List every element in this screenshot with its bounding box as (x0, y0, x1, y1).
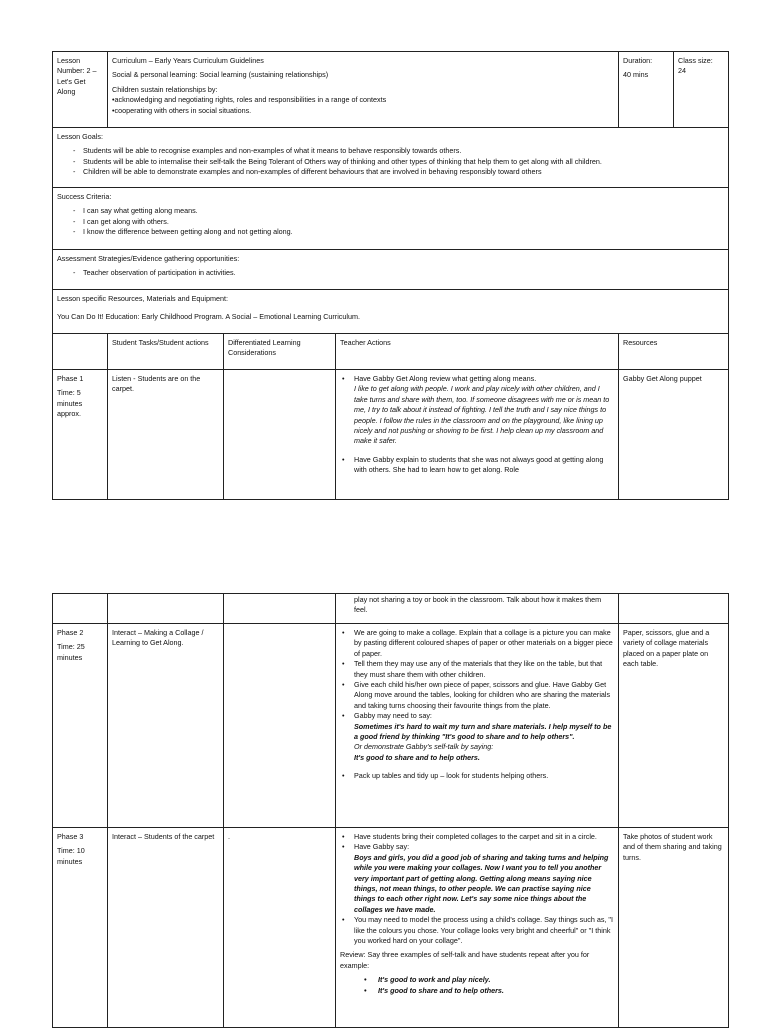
class-size-cell (674, 52, 729, 128)
success-item: - I can get along with others. (57, 217, 724, 227)
phase1-differentiated-cell (224, 370, 336, 500)
phase1-time: Time: 5 minutes approx. (57, 388, 83, 419)
success-row (53, 188, 729, 250)
lesson-plan-table-page-1 (52, 51, 729, 500)
phase3-time: Time: 10 minutes (57, 846, 85, 866)
phase1-student: Listen - Students are on the carpet. (112, 374, 201, 394)
header-row (53, 52, 729, 128)
phase1-resources: Gabby Get Along puppet (623, 374, 702, 383)
assessment-row (53, 250, 729, 290)
resources-section-cell (53, 290, 729, 334)
phase3-teacher-bullet: • Have Gabby say: Boys and girls, you did a good job of sharing and taking turns and helping while you were making your collages. Now I want you to tell you another very important part of getting along. Getting along means saying nice things, not mean things, to other people. We can practise saying nice things to each other right now. Let's say some nice things about the collages we have made. (340, 842, 614, 915)
column-header-teacher: Teacher Actions (336, 334, 619, 370)
lesson-number-cell (53, 52, 108, 128)
phase3-name: Phase 3 (57, 832, 84, 841)
phase2-differentiated-cell (224, 624, 336, 828)
curriculum-title: Curriculum – Early Years Curriculum Guidelines (112, 56, 264, 65)
lesson-plan-table-page-2 (52, 593, 729, 1028)
phase3-review-item: • It's good to work and play nicely. (340, 975, 614, 985)
goals-row (53, 128, 729, 188)
success-item: - I know the difference between getting along and not getting along. (57, 227, 724, 237)
phase3-teacher-bullet: • Have students bring their completed collages to the carpet and sit in a circle. (340, 832, 614, 842)
assessment-cell (53, 250, 729, 290)
phase2-label-cell (53, 624, 108, 828)
phase2-student-cell (108, 624, 224, 828)
goals-cell (53, 128, 729, 188)
outcome-intro: Children sustain relationships by: (112, 84, 218, 94)
phase2-time: Time: 25 minutes (57, 642, 85, 662)
phase3-review: Review: Say three examples of self-talk and have students repeat after you for example: (340, 950, 590, 970)
phase1-teacher-bullet: • Have Gabby Get Along review what getting along means. I like to get along with people. I work and play nicely with other children, and I take turns and share with them, too. If someone disagrees with me or is mean to me, I try to talk about it instead of fighting. I tell the truth and I say nice things to people. I follow the rules in the classroom and on the playground, like lining up nicely and not pushing or shoving to be first. I help clean up my classroom and make it safer. (340, 374, 614, 447)
phase2-row (53, 624, 729, 828)
phase3-differentiated-cell: . (224, 828, 336, 1028)
phase3-review-item: • It's good to share and to help others. (340, 986, 614, 996)
assessment-heading: Assessment Strategies/Evidence gathering opportunities: (57, 254, 240, 263)
column-header-differentiated: Differentiated Learning Considerations (224, 334, 336, 370)
duration-cell (619, 52, 674, 128)
phase3-student-cell (108, 828, 224, 1028)
phase3-resources: Take photos of student work and of them sharing and taking turns. (623, 832, 722, 862)
phase2-teacher-cell (336, 624, 619, 828)
duration-value: 40 mins (623, 70, 649, 80)
phase2-student: Interact – Making a Collage / Learning to Get Along. (112, 628, 204, 648)
phase3-student: Interact – Students of the carpet (112, 832, 215, 841)
goals-heading: Lesson Goals: (57, 132, 103, 141)
curriculum-area: Social & personal learning: Social learning (sustaining relationships) (112, 70, 329, 80)
resources-section-heading: Lesson specific Resources, Materials and Equipment: (57, 294, 228, 303)
success-cell (53, 188, 729, 250)
phase2-resources-cell (619, 624, 729, 828)
phase3-resources-cell (619, 828, 729, 1028)
duration-label: Duration: (623, 56, 653, 65)
resources-section-row (53, 290, 729, 334)
phase1-teacher-cell (336, 370, 619, 500)
success-heading: Success Criteria: (57, 192, 112, 201)
phase1-resources-cell (619, 370, 729, 500)
success-item: - I can say what getting along means. (57, 206, 724, 216)
phase3-teacher-cell (336, 828, 619, 1028)
phase2-teacher-bullet: • Give each child his/her own piece of paper, scissors and glue. Have Gabby Get Along move around the tables, looking for children who are sharing the materials and taking turns choosing their favourite things from the plate. (340, 680, 614, 711)
phase1-student-cell (108, 370, 224, 500)
goal-item: - Children will be able to demonstrate examples and non-examples of different behaviours that are involved in behaving responsibly toward others (57, 167, 724, 177)
continuation-text: play not sharing a toy or book in the classroom. Talk about how it makes them feel. (354, 595, 602, 615)
phase1-row (53, 370, 729, 500)
phase1-teacher-bullet: • Have Gabby explain to students that she was not always good at getting along with others. She had to learn how to get along. Role (340, 455, 614, 476)
resources-section-text: You Can Do It! Education: Early Childhood Program. A Social – Emotional Learning Curriculum. (57, 312, 360, 322)
phase2-resources: Paper, scissors, glue and a variety of collage materials placed on a paper plate on each table. (623, 628, 710, 669)
phase2-teacher-bullet: • Tell them they may use any of the materials that they like on the table, but that they must share them with other children. (340, 659, 614, 680)
phase2-teacher-bullet: • Pack up tables and tidy up – look for students helping others. (340, 771, 614, 781)
phase3-row (53, 828, 729, 1028)
phase1-label-cell (53, 370, 108, 500)
phase2-teacher-bullet: • Gabby may need to say: Sometimes it's hard to wait my turn and share materials. I help myself to be a good friend by thinking "It's good to share and to help others". Or demonstrate Gabby's self-talk by saying: It's good to share and to help others. (340, 711, 614, 763)
column-header-row (53, 334, 729, 370)
goal-item: - Students will be able to recognise examples and non-examples of what it means to behave responsibly towards others. (57, 146, 724, 156)
outcome-item: • acknowledging and negotiating rights, roles and responsibilities in a range of contexts (112, 95, 614, 105)
phase3-teacher-bullet: • You may need to model the process using a child's collage. Say things such as, "I like the colours you chose. Your collage looks very bright and cheerful" or "I think you worked hard on your collage". (340, 915, 614, 946)
assessment-item: - Teacher observation of participation in activities. (57, 268, 724, 278)
goal-item: - Students will be able to internalise their self-talk the Being Tolerant of Others way of thinking and other types of thinking that help them to get along with all children. (57, 157, 724, 167)
phase2-name: Phase 2 (57, 628, 84, 637)
lesson-number: Lesson Number: 2 – Let's Get Along (57, 56, 97, 97)
column-header-student: Student Tasks/Student actions (108, 334, 224, 370)
continuation-row (53, 594, 729, 624)
column-header-resources: Resources (619, 334, 729, 370)
class-size-value: 24 (678, 66, 687, 76)
curriculum-cell (108, 52, 619, 128)
outcome-item: • cooperating with others in social situations. (112, 106, 614, 116)
phase3-label-cell (53, 828, 108, 1028)
phase2-teacher-bullet: • We are going to make a collage. Explain that a collage is a picture you can make by pasting different coloured shapes of paper or other materials on a bigger piece of paper. (340, 628, 614, 659)
phase1-name: Phase 1 (57, 374, 84, 383)
class-size-label: Class size: (678, 56, 713, 65)
column-header-empty (53, 334, 108, 370)
continuation-cell (336, 594, 619, 624)
